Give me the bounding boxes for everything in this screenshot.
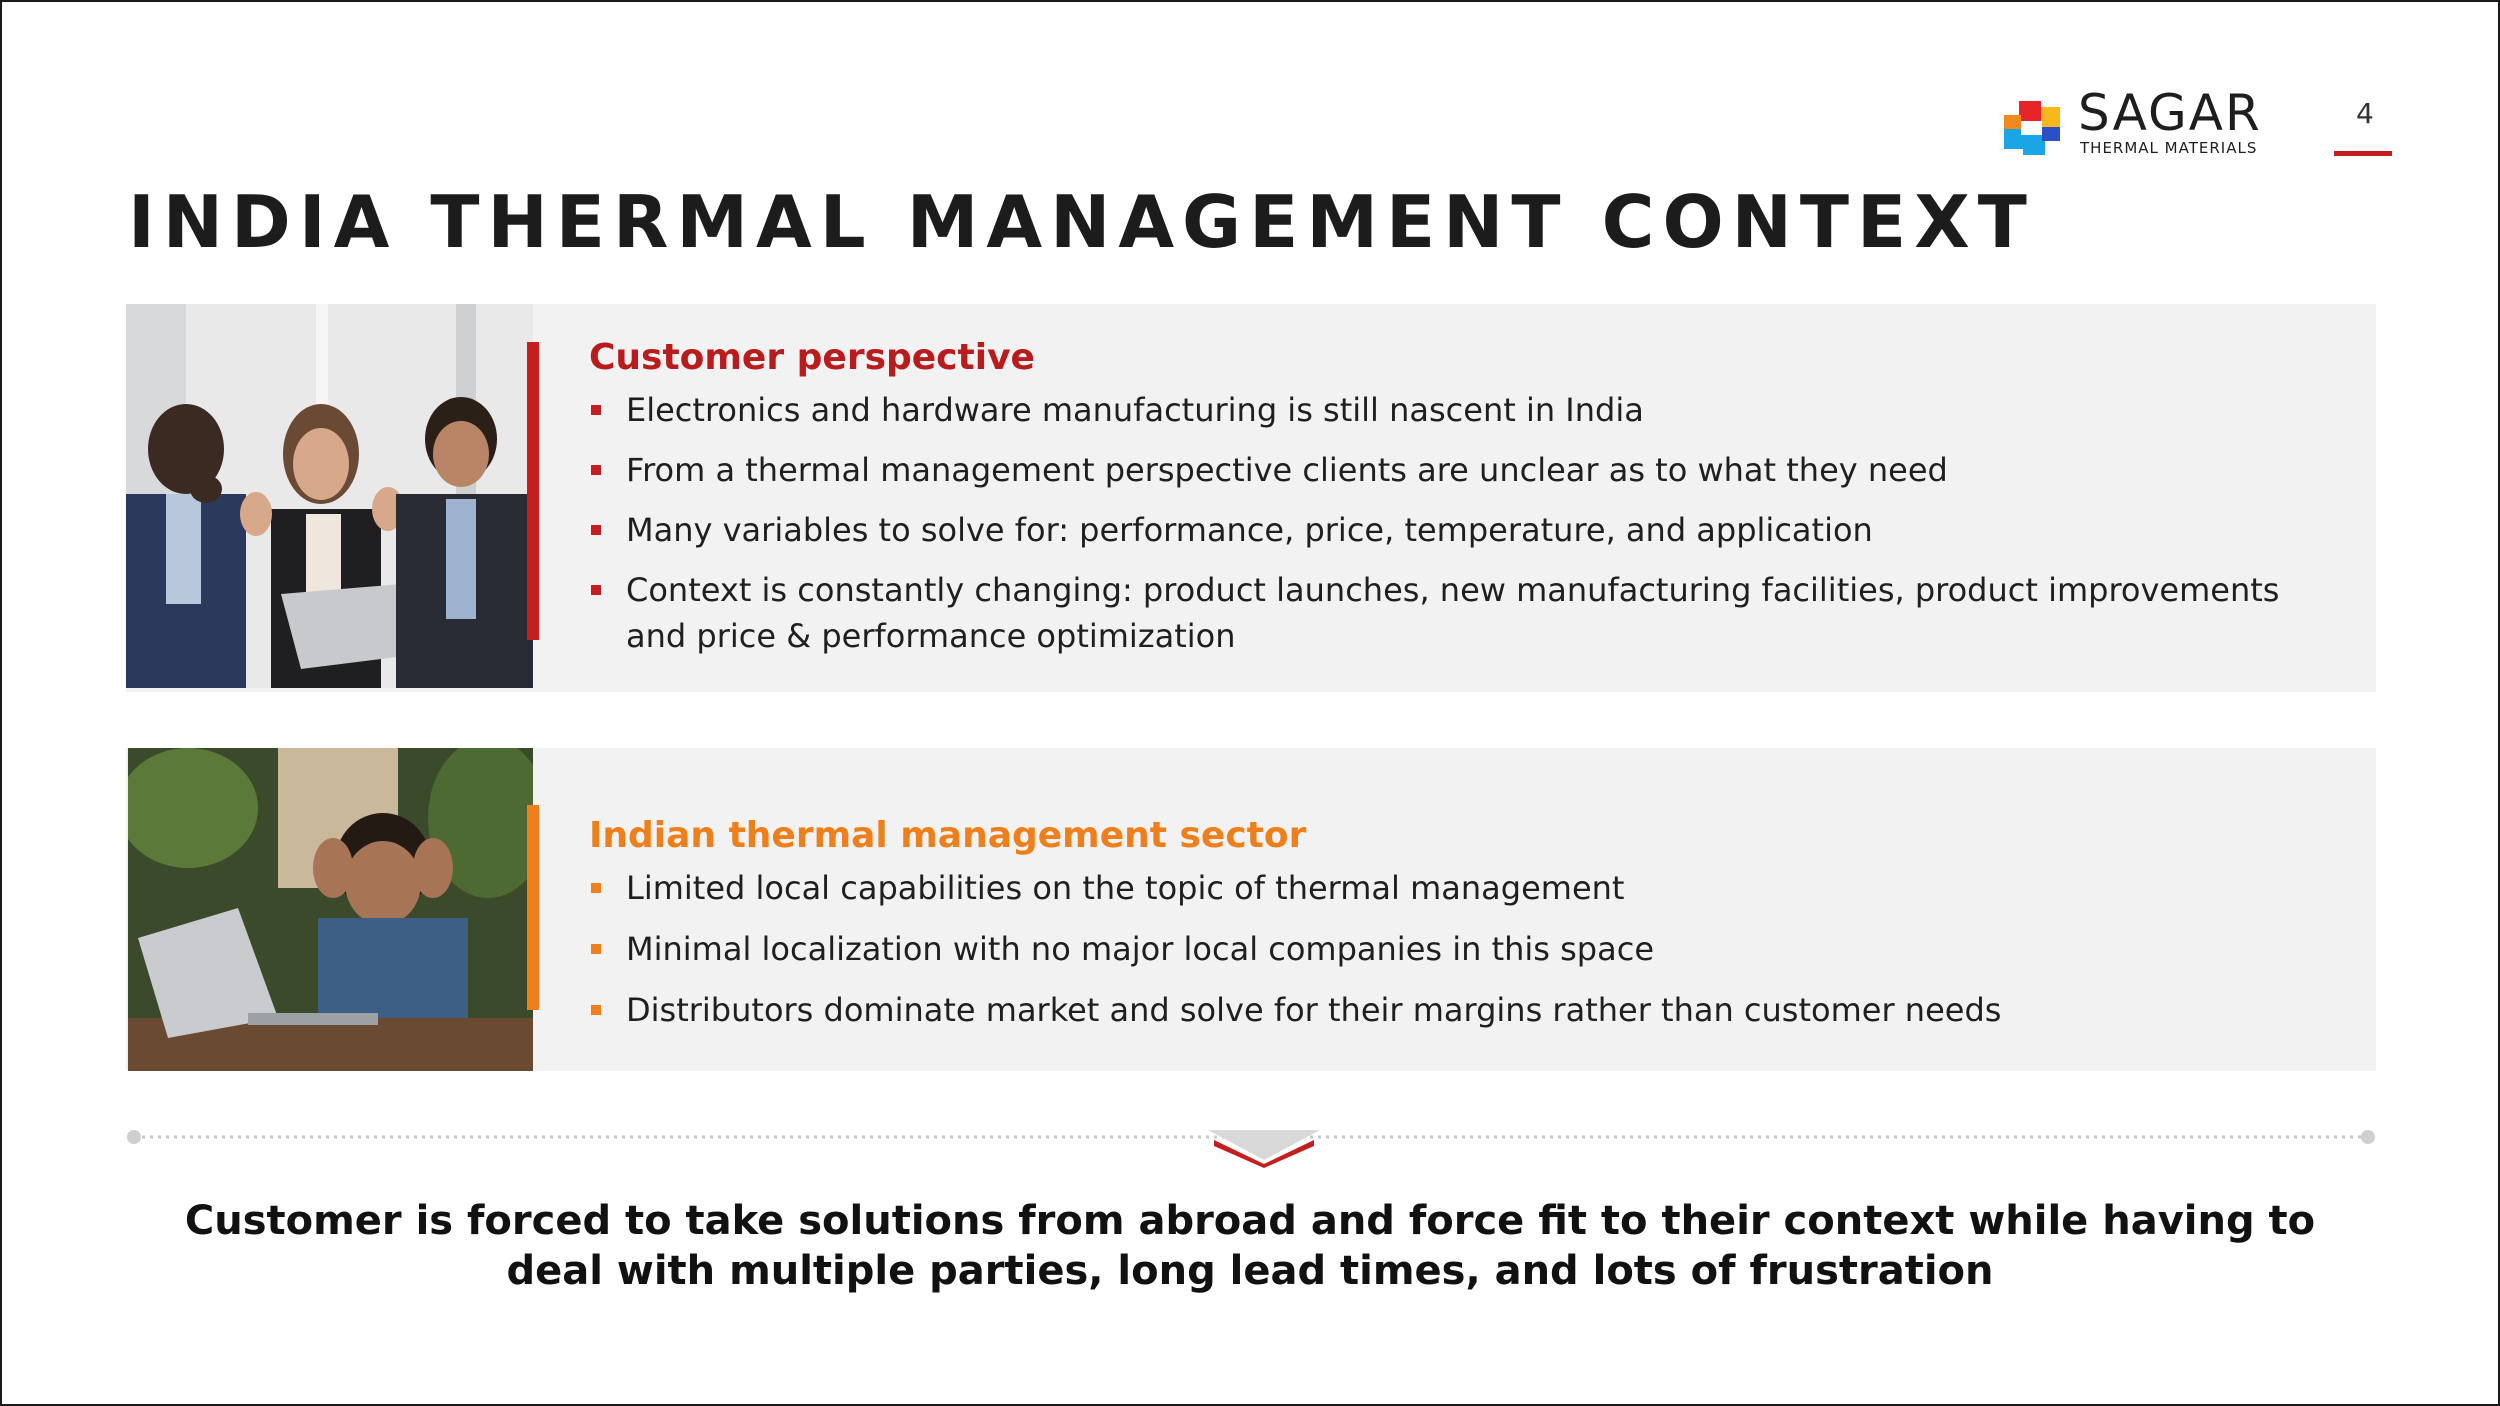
list-item [589, 926, 2329, 972]
section-heading-thermal-sector: Indian thermal management sector [589, 815, 1307, 856]
brand-name: SAGAR [2078, 84, 2262, 142]
bullet-text: Distributors dominate market and solve for their margins rather than customer needs [626, 991, 2002, 1029]
bullet-square-icon [591, 883, 601, 893]
bullet-text: Limited local capabilities on the topic of thermal management [626, 869, 1625, 907]
bullet-square-icon [591, 585, 601, 595]
bullet-text: Minimal localization with no major local companies in this space [626, 930, 1654, 968]
section-heading-customer-perspective: Customer perspective [589, 337, 1035, 378]
customer-perspective-bullets [589, 387, 2329, 673]
list-item [589, 507, 2329, 553]
sagar-logo-icon [2002, 98, 2062, 158]
chevron-down-icon [1206, 1128, 1322, 1168]
list-item [589, 567, 2329, 659]
bullet-text: Many variables to solve for: performance, price, temperature, and application [626, 511, 1873, 549]
list-item [589, 447, 2329, 493]
worried-team-photo [126, 304, 533, 688]
page-number-underline [2334, 151, 2392, 156]
conclusion-statement: Customer is forced to take solutions from abroad and force fit to their context while having to deal with multiple parties, long lead times, and lots of frustration [184, 1198, 2316, 1294]
section-accent-bar-red [527, 342, 539, 640]
page-number: 4 [2356, 97, 2374, 130]
stressed-man-photo [128, 748, 533, 1071]
bullet-text: Context is constantly changing: product launches, new manufacturing facilities, product improvements and price & performance optimization [626, 571, 2280, 655]
bullet-square-icon [591, 405, 601, 415]
list-item [589, 387, 2329, 433]
bullet-square-icon [591, 525, 601, 535]
slide-title: INDIA THERMAL MANAGEMENT CONTEXT [128, 180, 2035, 264]
list-item [589, 987, 2329, 1033]
bullet-square-icon [591, 465, 601, 475]
bullet-square-icon [591, 944, 601, 954]
section-accent-bar-orange [527, 805, 539, 1010]
list-item [589, 865, 2329, 911]
bullet-text: From a thermal management perspective clients are unclear as to what they need [626, 451, 1948, 489]
thermal-sector-bullets [589, 865, 2329, 1048]
bullet-square-icon [591, 1005, 601, 1015]
brand-subtitle: THERMAL MATERIALS [2080, 139, 2258, 157]
bullet-text: Electronics and hardware manufacturing is still nascent in India [626, 391, 1644, 429]
